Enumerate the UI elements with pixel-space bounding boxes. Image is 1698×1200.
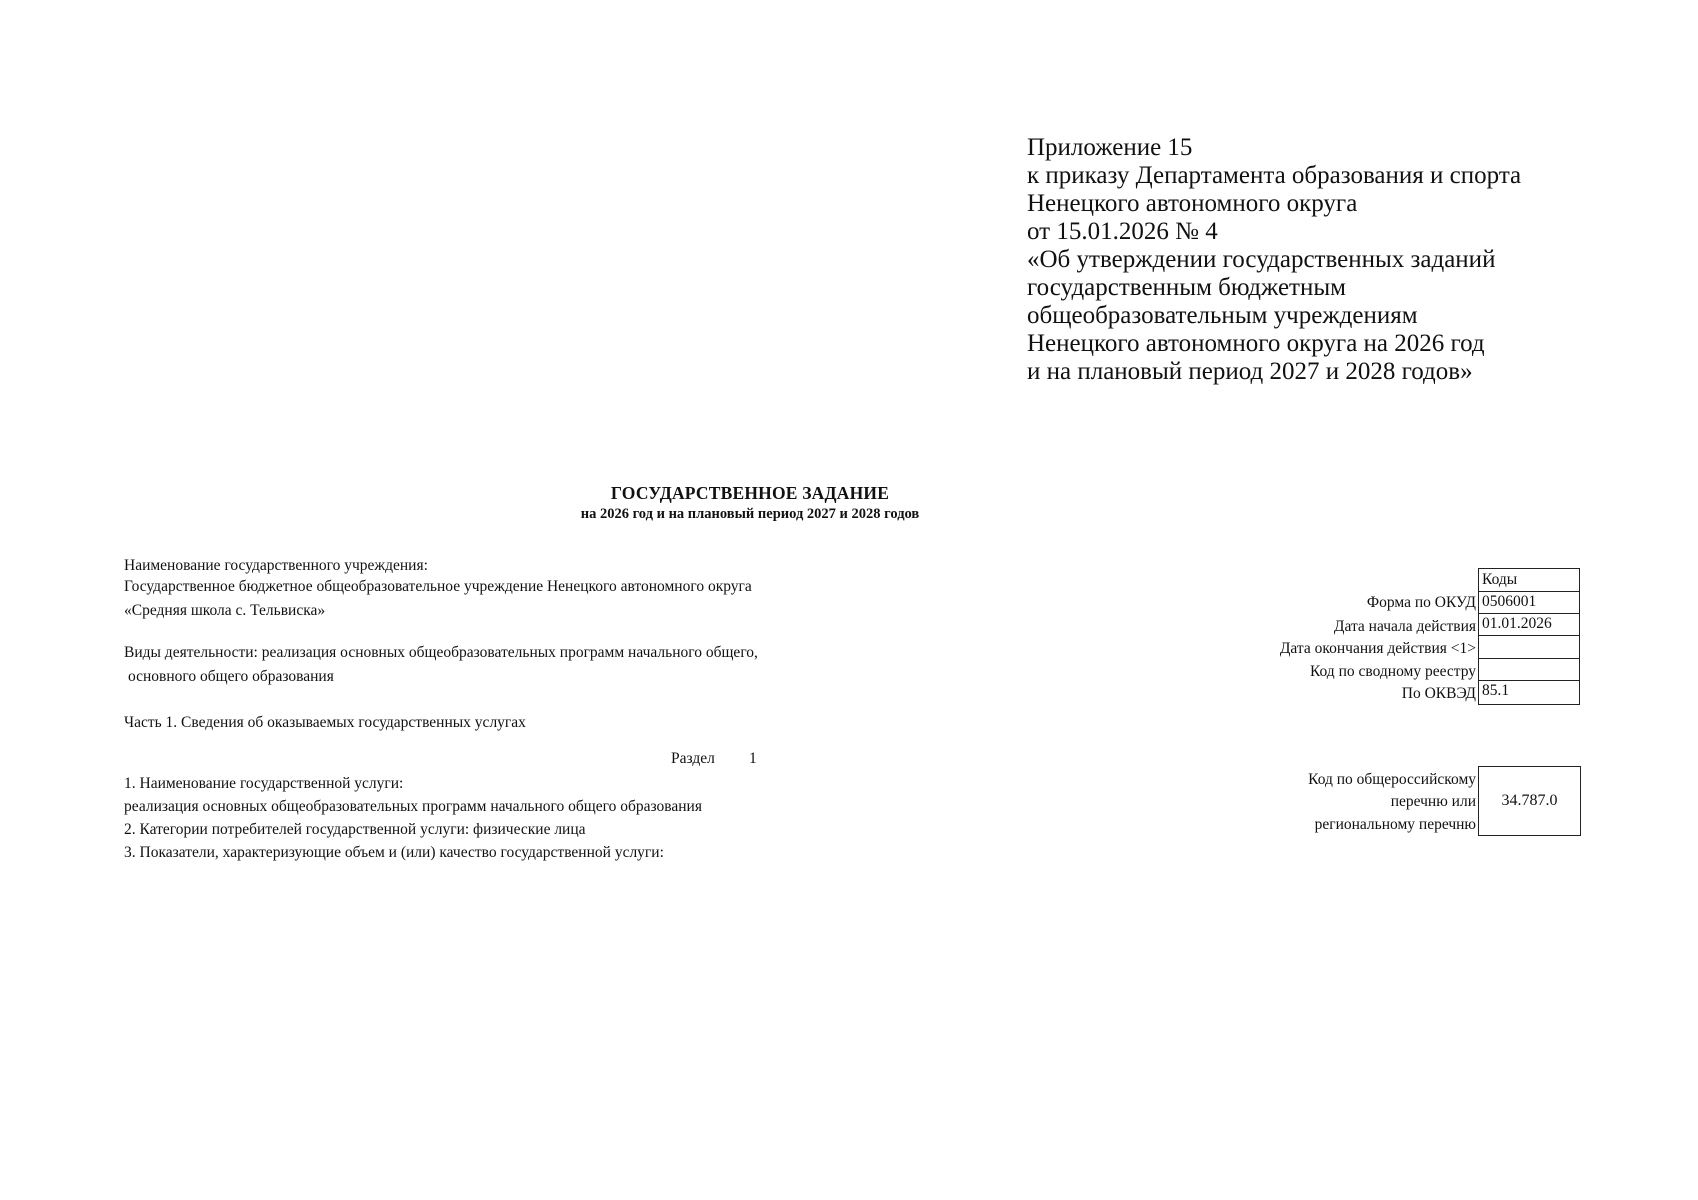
consumer-category: 2. Категории потребителей государственной услуги: физические лица <box>124 821 586 838</box>
document-title: ГОСУДАРСТВЕННОЕ ЗАДАНИЕ <box>610 483 890 503</box>
appendix-line: Ненецкого автономного округа на 2026 год <box>1027 330 1485 357</box>
code-label: Дата начала действия <box>1333 618 1476 635</box>
part-heading: Часть 1. Сведения об оказываемых государственных услугах <box>124 714 526 731</box>
codes-header: Коды <box>1478 568 1580 592</box>
code-row-start-date <box>1100 616 1476 638</box>
document-title-block <box>500 482 1000 524</box>
appendix-line: и на плановый период 2027 и 2028 годов» <box>1027 358 1473 385</box>
code-row-end-date <box>1100 638 1476 660</box>
code-label: Форма по ОКУД <box>1366 594 1476 611</box>
appendix-line: государственным бюджетным <box>1027 274 1346 301</box>
institution-name: Государственное бюджетное общеобразовательное учреждение Ненецкого автономного округа <box>124 578 752 595</box>
appendix-line: Ненецкого автономного округа <box>1027 190 1358 217</box>
registry-label-line1: Код по общероссийскому <box>1308 771 1476 788</box>
activities-text-line2: основного общего образования <box>128 668 334 685</box>
code-value-registry <box>1478 658 1580 681</box>
service-name-value: реализация основных общеобразовательных программ начального общего образования <box>124 798 702 815</box>
code-row-registry <box>1100 661 1476 683</box>
activities-text: Виды деятельности: реализация основных общеобразовательных программ начального общего, <box>124 644 758 661</box>
document-subtitle: на 2026 год и на плановый период 2027 и 2028 годов <box>580 506 920 522</box>
code-value-okved: 85.1 <box>1478 680 1580 705</box>
section-number: 1 <box>749 750 757 767</box>
registry-code-value: 34.787.0 <box>1478 766 1581 836</box>
registry-label-line2: перечню или <box>1390 793 1476 810</box>
code-value-end-date <box>1478 635 1580 659</box>
code-label: По ОКВЭД <box>1401 685 1476 702</box>
appendix-line: от 15.01.2026 № 4 <box>1027 218 1218 245</box>
institution-label: Наименование государственного учреждения: <box>124 557 428 574</box>
section-label: Раздел <box>671 750 715 767</box>
code-label: Дата окончания действия <1> <box>1279 640 1476 657</box>
institution-name-line2: «Средняя школа с. Тельвиска» <box>124 602 326 619</box>
code-row-okud <box>1100 592 1476 614</box>
code-value-okud: 0506001 <box>1478 591 1580 614</box>
appendix-line: общеобразовательным учреждениям <box>1027 302 1418 329</box>
appendix-header <box>1027 134 1521 386</box>
registry-label-line3: региональному перечню <box>1314 816 1476 833</box>
code-label: Код по сводному реестру <box>1309 663 1476 680</box>
code-value-start-date: 01.01.2026 <box>1478 613 1580 636</box>
appendix-line: Приложение 15 <box>1027 134 1193 161</box>
code-row-okved <box>1100 683 1476 705</box>
appendix-line: к приказу Департамента образования и спорта <box>1027 162 1522 189</box>
indicators-heading: 3. Показатели, характеризующие объем и (или) качество государственной услуги: <box>124 844 664 861</box>
service-name-label: 1. Наименование государственной услуги: <box>124 775 404 792</box>
appendix-line: «Об утверждении государственных заданий <box>1027 246 1496 273</box>
